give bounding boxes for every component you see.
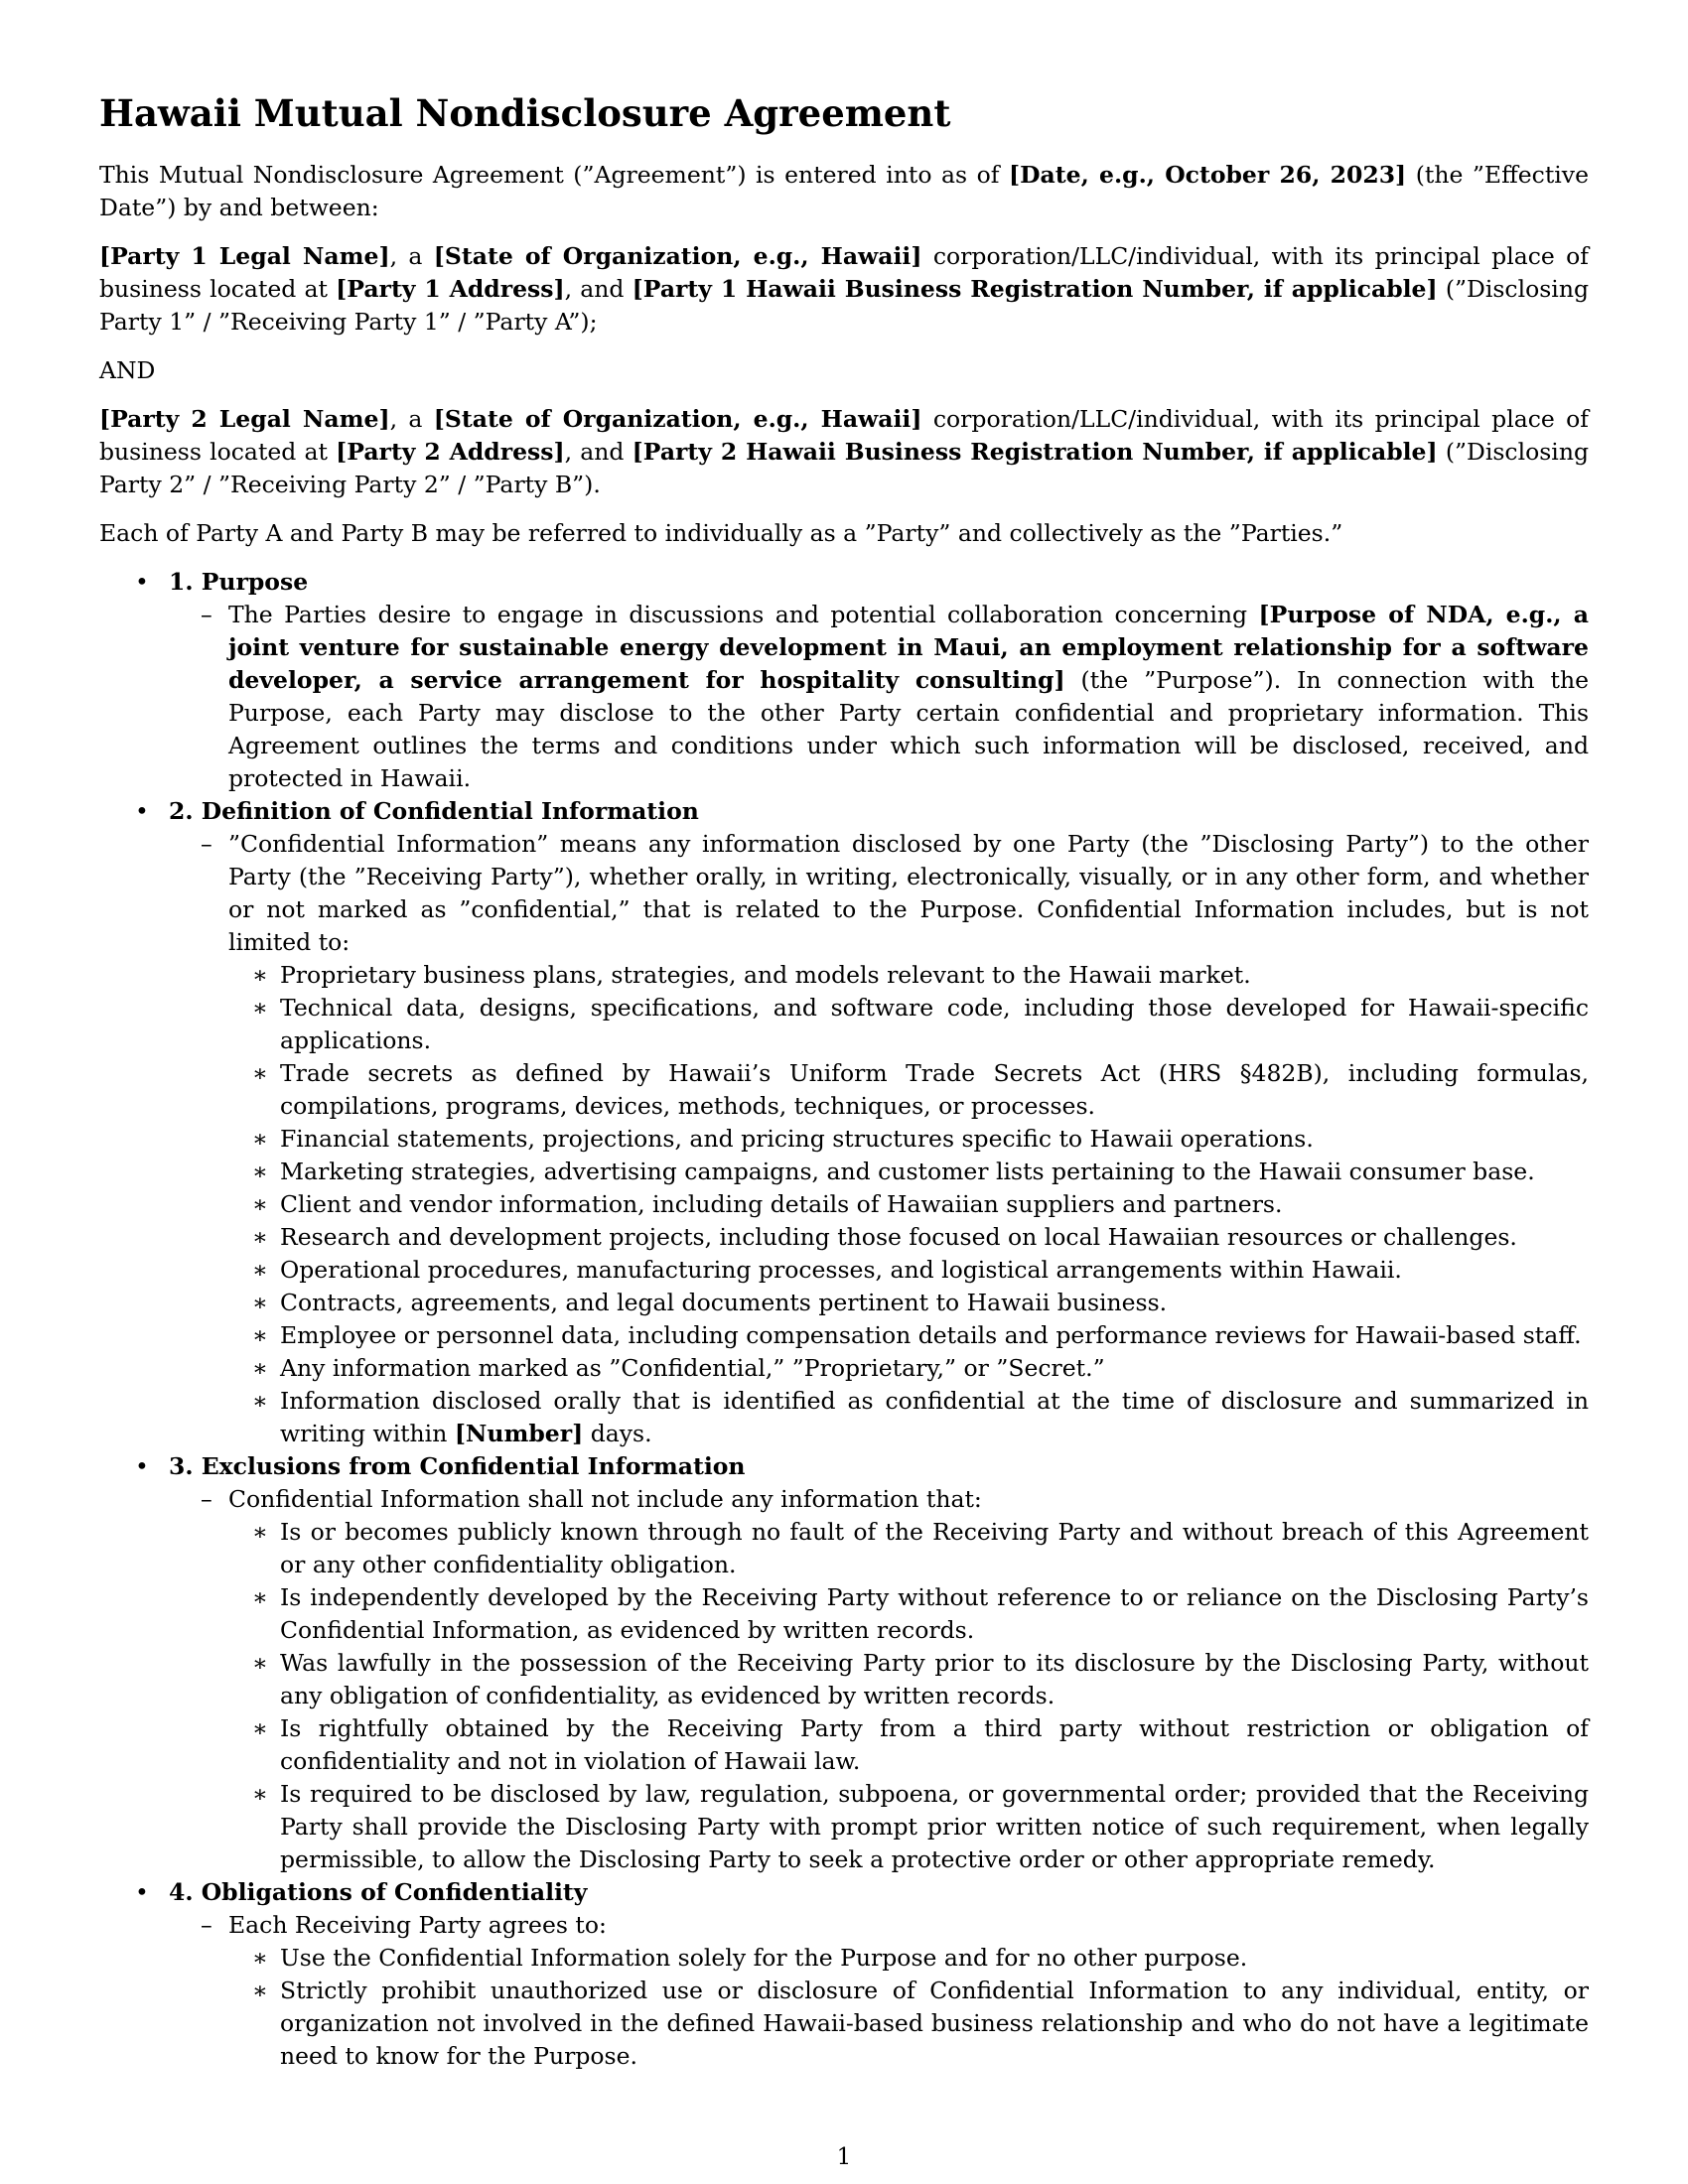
dash-icon: – bbox=[201, 1911, 212, 1939]
section-exclusions bbox=[99, 1450, 1589, 1876]
asterisk-icon: ∗ bbox=[252, 1059, 268, 1087]
sections-list bbox=[99, 566, 1589, 2073]
item-text: Research and development projects, including those focused on local Hawaiian resources or challenges. bbox=[280, 1223, 1517, 1251]
asterisk-icon: ∗ bbox=[252, 1354, 268, 1382]
page-number: 1 bbox=[836, 2144, 852, 2170]
party-1-text: , and bbox=[564, 275, 633, 303]
item-text: Any information marked as ”Confidential,” ”Proprietary,” or ”Secret.” bbox=[280, 1354, 1105, 1382]
section-obligations bbox=[99, 1876, 1589, 2073]
asterisk-icon: ∗ bbox=[252, 1583, 268, 1611]
subsection-list bbox=[169, 1483, 1589, 1876]
list-item bbox=[228, 1352, 1589, 1385]
item-text: Is required to be disclosed by law, regulation, subpoena, or governmental order; provided that the Receiving Party shall provide the Disclosing Party with prompt prior written notice of such requirement, when legally permissible, to allow the Disclosing Party to seek a protective order or other appropriate remedy. bbox=[280, 1780, 1589, 1873]
parties-definition: Each of Party A and Party B may be referred to individually as a ”Party” and collectively as the ”Parties.” bbox=[99, 519, 1343, 547]
item-text: Trade secrets as defined by Hawaii’s Uniform Trade Secrets Act (HRS §482B), including formulas, compilations, programs, devices, methods, techniques, or processes. bbox=[280, 1059, 1589, 1120]
item-text: Strictly prohibit unauthorized use or disclosure of Confidential Information to any individual, entity, or organization not involved in the defined Hawaii-based business relationship and who do not have a legitimate need to know for the Purpose. bbox=[280, 1977, 1589, 2070]
list-item bbox=[228, 1516, 1589, 1581]
item-text: Marketing strategies, advertising campaigns, and customer lists pertaining to the Hawaii consumer base. bbox=[280, 1158, 1535, 1185]
party-2-name-placeholder: [Party 2 Legal Name] bbox=[99, 405, 390, 433]
list-item bbox=[228, 1647, 1589, 1712]
subsection-list bbox=[169, 599, 1589, 795]
document-page bbox=[99, 89, 1589, 2073]
section-title: 2. Definition of Confidential Information bbox=[169, 797, 699, 825]
asterisk-icon: ∗ bbox=[252, 1256, 268, 1284]
party-1-paragraph bbox=[99, 240, 1589, 339]
party-1-state-placeholder: [State of Organization, e.g., Hawaii] bbox=[433, 242, 922, 270]
list-item bbox=[228, 1319, 1589, 1352]
party-2-text: (”Disclosing Party 2” / ”Receiving Party 2” / ”Party B”). bbox=[99, 438, 1589, 498]
asterisk-icon: ∗ bbox=[252, 1387, 268, 1415]
list-item bbox=[169, 1483, 1589, 1876]
asterisk-icon: ∗ bbox=[252, 1649, 268, 1677]
asterisk-icon: ∗ bbox=[252, 1714, 268, 1742]
asterisk-icon: ∗ bbox=[252, 1321, 268, 1349]
list-item bbox=[228, 1385, 1589, 1450]
list-item bbox=[228, 992, 1589, 1057]
item-text: Technical data, designs, specifications, and software code, including those developed for Hawaii-specific applications. bbox=[280, 994, 1589, 1054]
asterisk-icon: ∗ bbox=[252, 1158, 268, 1185]
asterisk-icon: ∗ bbox=[252, 1944, 268, 1972]
asterisk-icon: ∗ bbox=[252, 1190, 268, 1218]
dash-icon: – bbox=[201, 830, 212, 858]
item-text: Financial statements, projections, and pricing structures specific to Hawaii operations. bbox=[280, 1125, 1314, 1153]
bullet-icon: • bbox=[135, 1878, 149, 1906]
days-number-placeholder: [Number] bbox=[454, 1420, 584, 1447]
bullet-icon: • bbox=[135, 568, 149, 596]
item-text: Proprietary business plans, strategies, and models relevant to the Hawaii market. bbox=[280, 961, 1251, 989]
list-item bbox=[228, 1156, 1589, 1188]
purpose-text: (the ”Purpose”). In connection with the Purpose, each Party may disclose to the other Party certain confidential and proprietary information. This Agreement outlines the terms and conditions under which such information will be disclosed, received, and protected in Hawaii. bbox=[228, 666, 1589, 792]
list-item bbox=[228, 1778, 1589, 1876]
party-2-text: corporation/LLC/individual, with its principal place of business located at bbox=[99, 405, 1589, 466]
list-item bbox=[228, 1581, 1589, 1647]
bullet-icon: • bbox=[135, 797, 149, 825]
section-title: 3. Exclusions from Confidential Information bbox=[169, 1452, 746, 1480]
item-text: Information disclosed orally that is identified as confidential at the time of disclosure and summarized in writing within bbox=[280, 1387, 1589, 1447]
obligation-items bbox=[228, 1942, 1589, 2073]
party-2-paragraph bbox=[99, 403, 1589, 501]
item-text: Use the Confidential Information solely for the Purpose and for no other purpose. bbox=[280, 1944, 1248, 1972]
subsection-list bbox=[169, 828, 1589, 1450]
list-item bbox=[228, 1123, 1589, 1156]
obligations-lead: Each Receiving Party agrees to: bbox=[228, 1911, 607, 1939]
intro-paragraph bbox=[99, 159, 1589, 224]
asterisk-icon: ∗ bbox=[252, 1780, 268, 1808]
document-title: Hawaii Mutual Nondisclosure Agreement bbox=[99, 91, 951, 135]
party-1-text: (”Disclosing Party 1” / ”Receiving Party 1” / ”Party A”); bbox=[99, 275, 1589, 336]
party-2-address-placeholder: [Party 2 Address] bbox=[336, 438, 565, 466]
party-1-name-placeholder: [Party 1 Legal Name] bbox=[99, 242, 390, 270]
definition-lead: ”Confidential Information” means any information disclosed by one Party (the ”Disclosing Party”) to the other Party (the ”Receiving Party”), whether orally, in writing, electronically, visually, or in any other form, and whether or not marked as ”confidential,” that is related to the Purpose. Confidential Information includes, but is not limited to: bbox=[228, 830, 1589, 956]
list-item bbox=[169, 599, 1589, 795]
exclusion-items bbox=[228, 1516, 1589, 1876]
list-item bbox=[228, 1975, 1589, 2073]
section-title: 4. Obligations of Confidentiality bbox=[169, 1878, 588, 1906]
asterisk-icon: ∗ bbox=[252, 961, 268, 989]
dash-icon: – bbox=[201, 1485, 212, 1513]
list-item bbox=[228, 1188, 1589, 1221]
item-text: days. bbox=[583, 1420, 652, 1447]
intro-text: (the ”Effective Date”) by and between: bbox=[99, 161, 1589, 221]
intro-text: This Mutual Nondisclosure Agreement (”Agreement”) is entered into as of bbox=[99, 161, 1010, 189]
item-text: Is rightfully obtained by the Receiving Party from a third party without restriction or obligation of confidentiality and not in violation of Hawaii law. bbox=[280, 1714, 1589, 1775]
party-2-text: , a bbox=[389, 405, 434, 433]
party-1-registration-placeholder: [Party 1 Hawaii Business Registration Number, if applicable] bbox=[632, 275, 1438, 303]
party-1-address-placeholder: [Party 1 Address] bbox=[336, 275, 565, 303]
exclusions-lead: Confidential Information shall not include any information that: bbox=[228, 1485, 982, 1513]
list-item bbox=[169, 1909, 1589, 2073]
asterisk-icon: ∗ bbox=[252, 1289, 268, 1316]
asterisk-icon: ∗ bbox=[252, 1518, 268, 1546]
definition-items bbox=[228, 959, 1589, 1450]
item-text: Is or becomes publicly known through no fault of the Receiving Party and without breach of this Agreement or any other confidentiality obligation. bbox=[280, 1518, 1589, 1578]
list-item bbox=[228, 1712, 1589, 1778]
party-2-text: , and bbox=[564, 438, 633, 466]
list-item bbox=[169, 828, 1589, 1450]
purpose-placeholder: [Purpose of NDA, e.g., a joint venture for sustainable energy development in Maui, an employment relationship for a software developer, a service arrangement for hospitality consulting] bbox=[228, 601, 1589, 694]
item-text: Was lawfully in the possession of the Receiving Party prior to its disclosure by the Disclosing Party, without any obligation of confidentiality, as evidenced by written records. bbox=[280, 1649, 1589, 1709]
bullet-icon: • bbox=[135, 1452, 149, 1480]
asterisk-icon: ∗ bbox=[252, 1977, 268, 2004]
list-item bbox=[228, 1287, 1589, 1319]
list-item bbox=[228, 1221, 1589, 1254]
item-text: Is independently developed by the Receiving Party without reference to or reliance on the Disclosing Party’s Confidential Information, as evidenced by written records. bbox=[280, 1583, 1589, 1644]
list-item bbox=[228, 1254, 1589, 1287]
list-item bbox=[228, 1942, 1589, 1975]
section-definition bbox=[99, 795, 1589, 1450]
item-text: Client and vendor information, including details of Hawaiian suppliers and partners. bbox=[280, 1190, 1283, 1218]
party-2-registration-placeholder: [Party 2 Hawaii Business Registration Number, if applicable] bbox=[632, 438, 1438, 466]
section-purpose bbox=[99, 566, 1589, 795]
list-item bbox=[228, 959, 1589, 992]
and-separator: AND bbox=[99, 356, 156, 384]
dash-icon: – bbox=[201, 601, 212, 628]
party-2-state-placeholder: [State of Organization, e.g., Hawaii] bbox=[433, 405, 922, 433]
asterisk-icon: ∗ bbox=[252, 1125, 268, 1153]
section-title: 1. Purpose bbox=[169, 568, 309, 596]
party-1-text: corporation/LLC/individual, with its principal place of business located at bbox=[99, 242, 1589, 303]
subsection-list bbox=[169, 1909, 1589, 2073]
item-text: Contracts, agreements, and legal documents pertinent to Hawaii business. bbox=[280, 1289, 1168, 1316]
asterisk-icon: ∗ bbox=[252, 994, 268, 1022]
list-item bbox=[228, 1057, 1589, 1123]
party-1-text: , a bbox=[389, 242, 434, 270]
purpose-text: The Parties desire to engage in discussions and potential collaboration concerning bbox=[228, 601, 1259, 628]
item-text: Employee or personnel data, including compensation details and performance reviews for Hawaii-based staff. bbox=[280, 1321, 1582, 1349]
item-text: Operational procedures, manufacturing processes, and logistical arrangements within Hawaii. bbox=[280, 1256, 1402, 1284]
asterisk-icon: ∗ bbox=[252, 1223, 268, 1251]
effective-date-placeholder: [Date, e.g., October 26, 2023] bbox=[1009, 161, 1407, 189]
